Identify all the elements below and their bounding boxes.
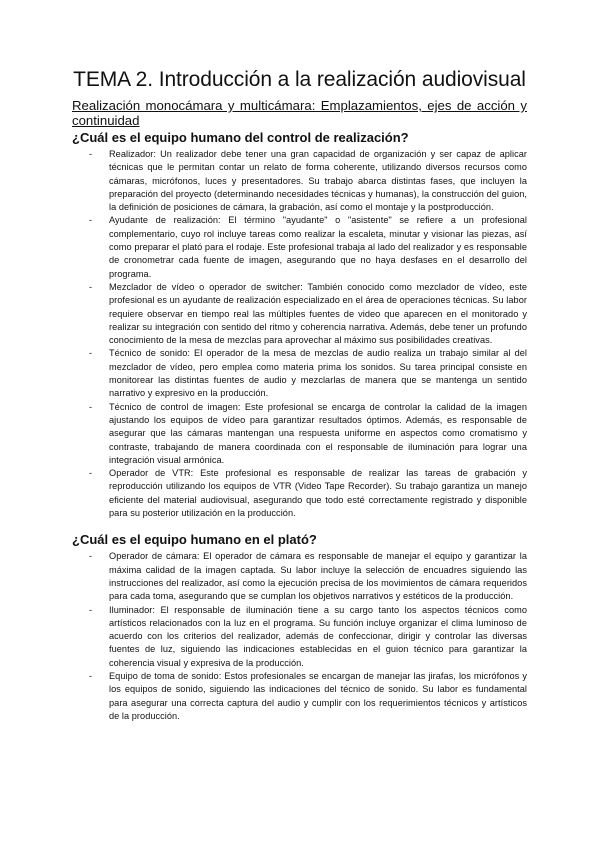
list-item-tecnico-sonido: - Técnico de sonido: El operador de la mesa de mezclas de audio realiza un trabajo similar al del mezclador de vídeo, pero emplea como materia prima los sonidos. Su tarea principal consiste en monitorear las distintas fuentes de audio y mezclarlas de manera que se mantenga un sentido narrativo y expresivo en la producción. — [72, 347, 527, 400]
list-item-iluminador: - Iluminador: El responsable de iluminación tiene a su cargo tanto los aspectos técnicos como artísticos relacionados con la luz en el programa. Su función incluye organizar el clima luminoso de acuerdo con los criterios del realizador, además de confeccionar, dirigir y controlar las diversas fuentes de luz, siguiendo las indicaciones establecidas en el guion técnico para garantizar la coherencia visual y expresiva de la producción. — [72, 604, 527, 670]
list-item-mezclador-video: - Mezclador de vídeo o operador de switcher: También conocido como mezclador de vídeo, este profesional es un ayudante de realización especializado en el área de operaciones técnicas. Su labor requiere observar en tiempo real las múltiples fuentes de video que aparecen en el monitorado y realizar su integración con sentido del ritmo y coherencia narrativa. Además, debe tener un profundo conocimiento de la mesa de mezclas para aprovechar al máximo sus posibilidades creativas. — [72, 281, 527, 347]
document-subtitle: Realización monocámara y multicámara: Emplazamientos, ejes de acción y continuidad — [72, 98, 527, 128]
document-page — [72, 68, 527, 723]
bullet-list — [72, 550, 527, 723]
list-item-tecnico-control-imagen: - Técnico de control de imagen: Este profesional se encarga de controlar la calidad de la imagen ajustando los equipos de vídeo para garantizar resultados óptimos. Además, es responsable de asegurar que las cámaras mantengan una respuesta uniforme en aspectos como cromatismo y contraste, trabajando de manera coordinada con el responsable de iluminación para lograr una integración visual armónica. — [72, 401, 527, 467]
section-plato — [72, 532, 527, 723]
list-item-realizador: - Realizador: Un realizador debe tener una gran capacidad de organización y ser capaz de aplicar técnicas que le permitan contar un relato de forma coherente, utilizando diversos recursos como cámaras, micrófonos, luces y presentadores. Su trabajo abarca distintas fases, que incluyen la preparación del proyecto (determinando necesidades técnicas y humanas), la construcción del guion, la definición de posiciones de cámara, la grabación, así como el montaje y la postproducción. — [72, 148, 527, 214]
list-item-ayudante-realizacion: - Ayudante de realización: El término "ayudante" o "asistente" se refiere a un profesional complementario, cuyo rol incluye tareas como realizar la escaleta, minutar y visionar las piezas, así como preparar el plató para el rodaje. Este profesional trabaja al lado del realizador y es responsable de cronometrar cada fuente de imagen, asegurando que no haya desfases en el desarrollo del programa. — [72, 214, 527, 280]
section-heading: ¿Cuál es el equipo humano del control de realización? — [72, 130, 409, 145]
list-item-equipo-toma-sonido: - Equipo de toma de sonido: Estos profesionales se encargan de manejar las jirafas, los micrófonos y los equipos de sonido, siguiendo las indicaciones del técnico de sonido. Su labor es fundamental para asegurar una correcta captura del audio y cumplir con los requerimientos técnicos y artísticos de la producción. — [72, 670, 527, 723]
section-heading: ¿Cuál es el equipo humano en el plató? — [72, 532, 317, 548]
list-item-operador-vtr: - Operador de VTR: Este profesional es responsable de realizar las tareas de grabación y reproducción utilizando los equipos de VTR (Video Tape Recorder). Su trabajo garantiza un manejo eficiente del material audiovisual, asegurando que todo esté correctamente registrado y disponible para su posterior utilización en la producción. — [72, 467, 527, 520]
bullet-list — [72, 148, 527, 520]
document-title: TEMA 2. Introducción a la realización audiovisual — [73, 68, 526, 91]
list-item-operador-camara: - Operador de cámara: El operador de cámara es responsable de manejar el equipo y garantizar la máxima calidad de la imagen captada. Su labor incluye la selección de encuadres siguiendo las instrucciones del realizador, así como la ejecución precisa de los movimientos de cámara requeridos para cada toma, asegurando que se cumplan los objetivos narrativos y estéticos de la producción. — [72, 550, 527, 603]
section-control-realizacion — [72, 130, 527, 520]
